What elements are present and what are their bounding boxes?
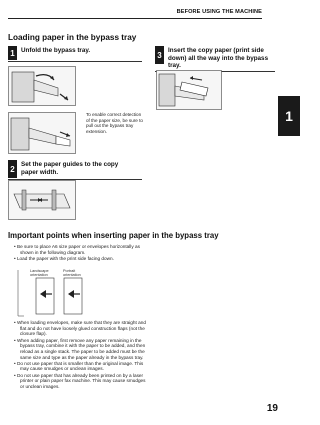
illustration-unfold-tray — [8, 66, 76, 106]
label-portrait: Portrait orientation — [63, 269, 81, 278]
label-landscape: Landscape orientation — [30, 269, 49, 278]
step-2-text: Set the paper guides to the copy paper width. — [21, 161, 119, 176]
bullet-list-bottom — [14, 320, 148, 390]
chapter-tab-label: 1 — [285, 108, 293, 124]
step-2-number: 2 — [8, 160, 17, 178]
section-title-loading-paper: Loading paper in the bypass tray — [8, 33, 137, 42]
envelope-orientation-diagram — [16, 266, 96, 318]
bullet-item: • Do not use paper that has already been printed on by a laser printer or plain paper fax machine. This may cause smudges or unclean images. — [14, 372, 146, 389]
illustration-insert-paper — [156, 70, 222, 110]
illustration-paper-guides — [8, 180, 76, 220]
running-header: BEFORE USING THE MACHINE — [176, 9, 262, 15]
step-3 — [155, 46, 275, 71]
extension-note: To enable correct detection of the paper size, be sure to pull out the bypass tray extension. — [86, 112, 143, 134]
step-3-number: 3 — [155, 46, 164, 64]
chapter-tab — [278, 96, 300, 136]
step-1-text: Unfold the bypass tray. — [21, 47, 91, 54]
page-number: 19 — [266, 403, 278, 414]
header-divider — [8, 18, 262, 19]
step-1-rule — [8, 61, 142, 62]
bullet-list-top — [14, 244, 154, 262]
step-1-number: 1 — [8, 46, 17, 60]
step-3-text: Insert the copy paper (print side down) all the way into the bypass tray. — [168, 47, 269, 70]
bullet-item: • When loading envelopes, make sure that they are straight and flat and do not have loosely glued construction flaps (not the closure flap). — [14, 320, 146, 337]
section-title-important-points: Important points when inserting paper in the bypass tray — [8, 231, 219, 240]
bullet-item: • Load the paper with the print side facing down. — [14, 255, 114, 261]
illustration-pull-extension — [8, 112, 76, 154]
step-1 — [8, 46, 142, 62]
bullet-item: • Do not use paper that is smaller than the original image. This may cause smudges or unclean images. — [14, 360, 144, 372]
step-2 — [8, 160, 142, 180]
bullet-item: • Be sure to place A6 size paper or envelopes horizontally as shown in the following diagram. — [14, 244, 140, 255]
bullet-item: • When adding paper, first remove any paper remaining in the bypass tray, combine it with the paper to be added, and then reload as a single stack. The paper to be added must be the same size and type as the paper already in the bypass tray. — [14, 337, 146, 360]
